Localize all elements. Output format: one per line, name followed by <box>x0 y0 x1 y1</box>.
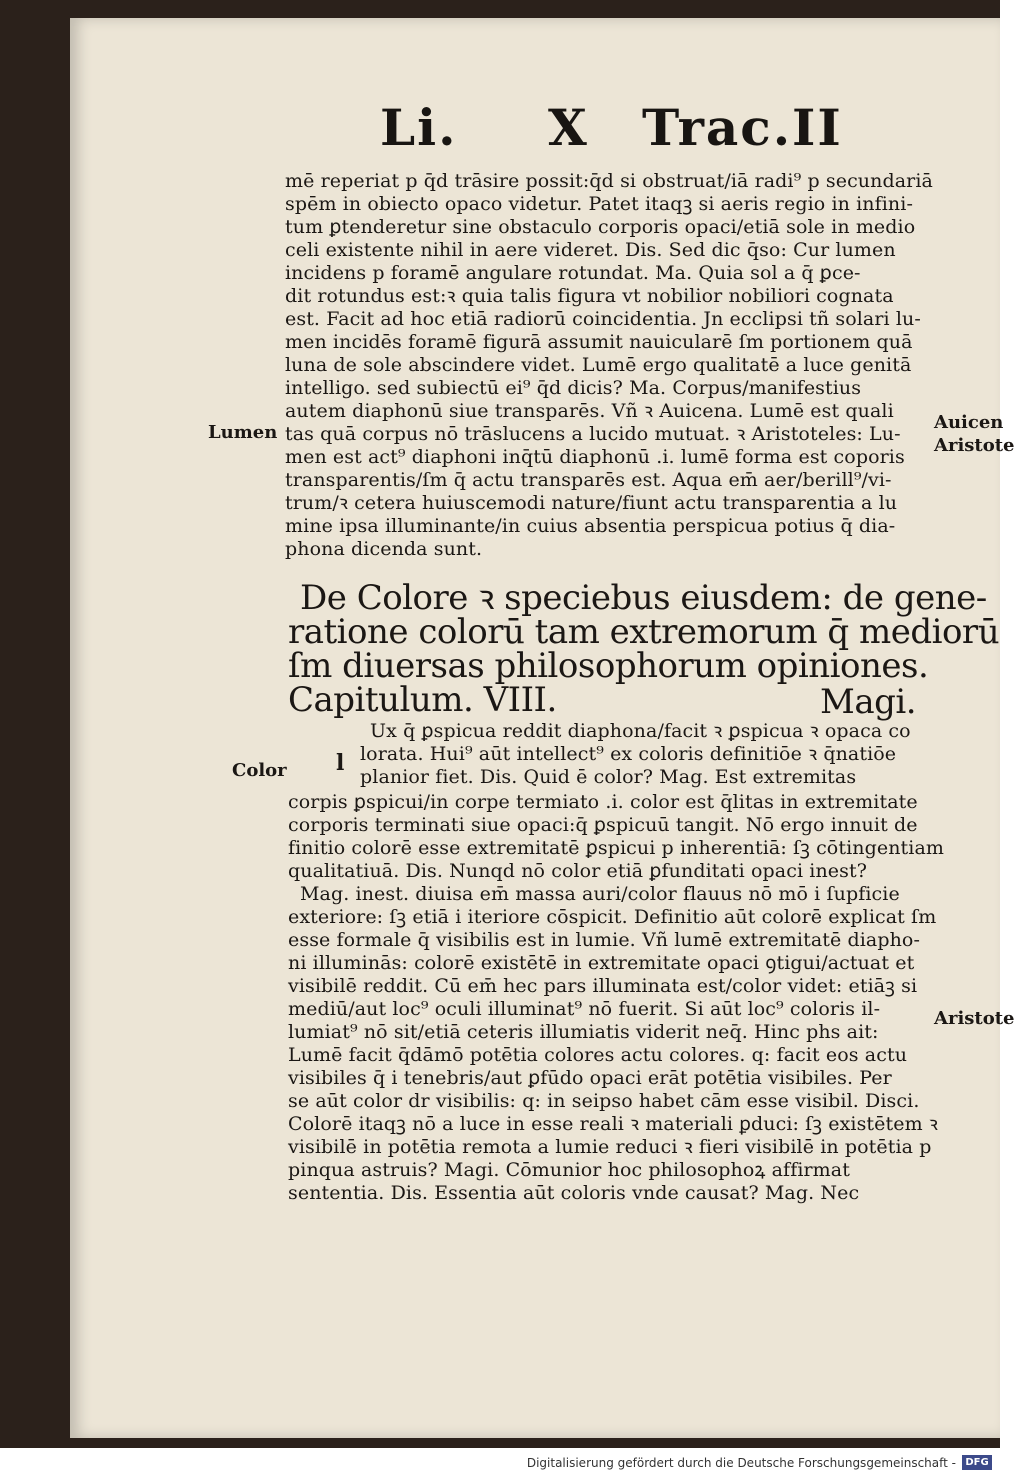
text-line: lorata. Hui⁹ aūt intellect⁹ ex coloris definitiōe ꝛ q̄natiōe <box>360 743 897 765</box>
chapter-heading-line: De Colore ꝛ speciebus eiusdem: de gene- <box>300 578 987 618</box>
text-line: qualitatiuā. Dis. Nunqd nō color etiā ꝑfunditati opaci inest? <box>288 860 867 882</box>
text-line: visibiles q̄ i tenebris/aut ꝑfūdo opaci erāt potētia visibiles. Per <box>288 1067 892 1089</box>
text-line: corporis terminati siue opaci:q̄ ꝑspicuū tangit. Nō ergo innuit de <box>288 814 918 836</box>
text-line: lumiat⁹ nō sit/etiā ceteris illumiatis viderit neq̄. Hinc phs ait: <box>288 1021 879 1043</box>
text-line: esse formale q̄ visibilis est in lumie. Vñ lumē extremitatē diapho- <box>288 929 920 951</box>
text-line: phona dicenda sunt. <box>285 538 483 560</box>
running-head-book: Li. <box>380 98 458 157</box>
text-line: incidens p foramē angulare rotundat. Ma. Quia sol a q̄ ꝑce- <box>285 262 861 284</box>
text-line: tum ꝑtenderetur sine obstaculo corporis opaci/etiā sole in medio <box>285 216 916 238</box>
dfg-logo: DFG <box>962 1455 992 1470</box>
initial-letter: l <box>336 750 345 776</box>
margin-note-lumen: Lumen <box>208 422 278 443</box>
text-line: Lumē facit q̄dāmō potētia colores actu colores. q: facit eos actu <box>288 1044 908 1066</box>
text-line: celi existente nihil in aere videret. Dis. Sed dic q̄so: Cur lumen <box>285 239 896 261</box>
margin-note-auicenna: Auicen <box>934 412 1004 433</box>
text-line: est. Facit ad hoc etiā radiorū coincidentia. Jn ecclipsi tñ solari lu- <box>285 308 921 330</box>
text-line: sententia. Dis. Essentia aūt coloris vnde causat? Mag. Nec <box>288 1182 860 1204</box>
text-line: dit rotundus est:ꝛ quia talis figura vt nobilior nobiliori cognata <box>285 285 894 307</box>
text-line: ni illuminās: colorē existētē in extremitate opaci ꝯtigui/actuat et <box>288 952 915 974</box>
running-head-book-number: X <box>548 98 589 157</box>
text-line: mediū/aut loc⁹ oculi illuminat⁹ nō fuerit. Si aūt loc⁹ coloris il- <box>288 998 881 1020</box>
text-line: finitio colorē esse extremitatē ꝑspicui p inherentiā: ſꝫ cōtingentiam <box>288 837 944 859</box>
text-line: visibilē reddit. Cū em̄ hec pars illuminata est/color videt: etiāꝫ si <box>288 975 918 997</box>
speaker-magister: Magi. <box>820 682 917 722</box>
margin-note-aristoteles: Aristote <box>934 435 1015 456</box>
text-line: pinqua astruis? Magi. Cōmunior hoc philosophoꝝ affirmat <box>288 1159 850 1181</box>
text-line: men incidēs foramē figurā assumit nauicularē ſm portionem quā <box>285 331 913 353</box>
text-line: transparentis/ſm q̄ actu transparēs est. Aqua em̄ aer/berill⁹/vi- <box>285 469 892 491</box>
text-line: trum/ꝛ cetera huiuscemodi nature/fiunt actu transparentia a lu <box>285 492 898 514</box>
chapter-heading-line: ſm diuersas philosophorum opiniones. <box>288 646 929 686</box>
margin-note-color: Color <box>232 760 287 781</box>
chapter-heading-line: ratione colorū tam extremorum q̄ mediorū <box>288 612 1000 652</box>
running-head-tract-number: II <box>792 98 843 157</box>
text-line: mē reperiat p q̄d trāsire possit:q̄d si obstruat/iā radi⁹ p secundariā <box>285 170 933 192</box>
footer-bar <box>0 1448 1000 1480</box>
margin-note-aristoteles: Aristote <box>934 1008 1015 1029</box>
text-line: tas quā corpus nō trāslucens a lucido mutuat. ꝛ Aristoteles: Lu- <box>285 423 901 445</box>
text-line: mine ipsa illuminante/in cuius absentia perspicua potius q̄ dia- <box>285 515 896 537</box>
text-line: corpis ꝑspicui/in corpe termiato .i. color est q̄litas in extremitate <box>288 791 918 813</box>
text-line: Mag. inest. diuisa em̄ massa auri/color flauus nō mō i ſupficie <box>300 883 900 905</box>
running-head-tract: Trac. <box>642 98 793 157</box>
text-line: planior fiet. Dis. Quid ē color? Mag. Est extremitas <box>360 766 857 788</box>
text-line: autem diaphonū siue transparēs. Vñ ꝛ Auicena. Lumē est quali <box>285 400 894 422</box>
text-line: luna de sole abscindere videt. Lumē ergo qualitatē a luce genitā <box>285 354 912 376</box>
text-line: men est act⁹ diaphoni inq̄tū diaphonū .i. lumē forma est coporis <box>285 446 905 468</box>
footer-credit: Digitalisierung gefördert durch die Deutsche Forschungsgemeinschaft - <box>526 1456 956 1470</box>
text-line: exteriore: ſꝫ etiā i iteriore cōspicit. Definitio aūt colorē explicat ſm <box>288 906 937 928</box>
text-line: se aūt color dr visibilis: q: in seipso habet cām esse visibil. Disci. <box>288 1090 920 1112</box>
text-line: Colorē itaqꝫ nō a luce in esse reali ꝛ materiali ꝑduci: ſꝫ existētem ꝛ <box>288 1113 938 1135</box>
text-line: spēm in obiecto opaco videtur. Patet itaqꝫ si aeris regio in infini- <box>285 193 913 215</box>
text-line: intelligo. sed subiectū ei⁹ q̄d dicis? Ma. Corpus/manifestius <box>285 377 862 399</box>
chapter-number: Capitulum. VIII. <box>288 680 557 720</box>
text-line: Ux q̄ ꝑspicua reddit diaphona/facit ꝛ ꝑspicua ꝛ opaca co <box>370 720 911 742</box>
text-line: visibilē in potētia remota a lumie reduci ꝛ fieri visibilē in potētia p <box>288 1136 932 1158</box>
